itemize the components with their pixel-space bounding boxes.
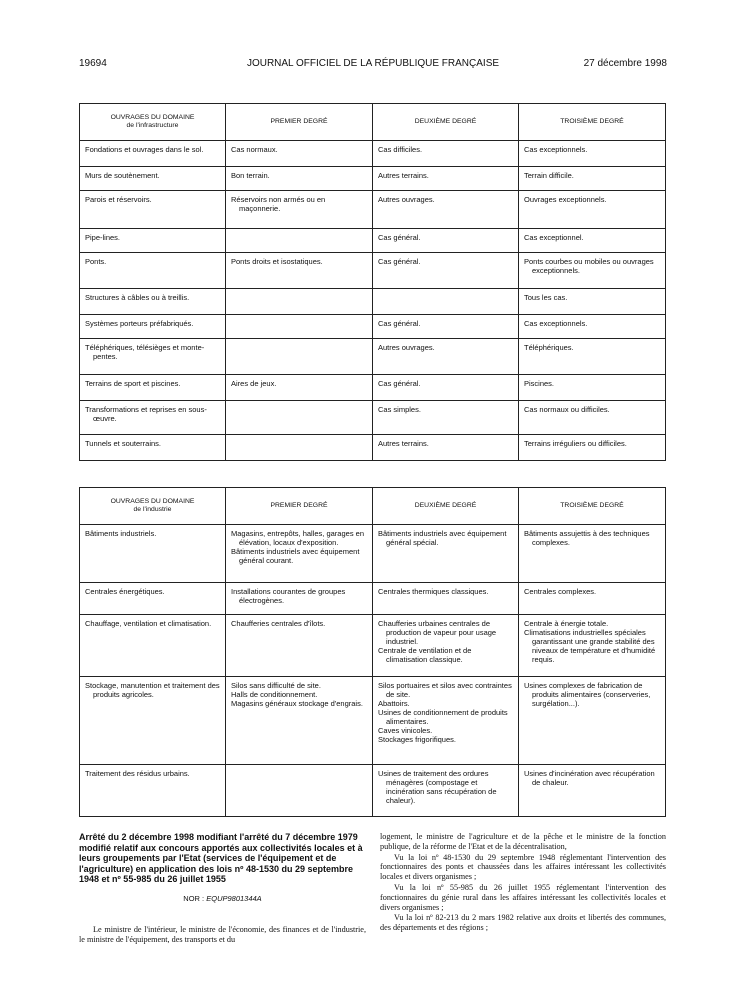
cell-text: Terrain difficile. xyxy=(524,171,574,180)
cell-text: Pipe-lines. xyxy=(85,233,121,242)
journal-title: JOURNAL OFFICIEL DE LA RÉPUBLIQUE FRANÇAISE xyxy=(246,58,500,69)
degree-cell xyxy=(519,765,666,817)
degree-cell xyxy=(373,167,519,191)
column-header-line: de l'infrastructure xyxy=(126,122,179,129)
column-header-line: DEUXIÈME DEGRÉ xyxy=(414,502,477,509)
cell-text: Magasins généraux stockage d'engrais. xyxy=(231,699,363,708)
column-header xyxy=(80,104,226,141)
cell-text: Structures à câbles ou à treillis. xyxy=(85,293,190,302)
cell-text: Bâtiments industriels avec équipement général spécial. xyxy=(378,529,507,547)
degree-cell xyxy=(519,375,666,401)
nor-label: NOR : xyxy=(183,893,205,903)
row-label-cell xyxy=(80,765,226,817)
degree-cell xyxy=(226,167,373,191)
table-row xyxy=(80,167,666,191)
cell-text: Autres ouvrages. xyxy=(378,343,435,352)
cell-text: Magasins, entrepôts, halles, garages en élévation, locaux d'exposition. xyxy=(231,529,364,547)
degree-cell xyxy=(519,289,666,315)
degree-cell xyxy=(519,583,666,615)
column-header-line: PREMIER DEGRÉ xyxy=(270,118,328,125)
cell-text: Ponts courbes ou mobiles ou ouvrages exceptionnels. xyxy=(524,257,654,275)
degree-cell xyxy=(226,615,373,677)
degree-cell xyxy=(373,401,519,435)
cell-text: Tunnels et souterrains. xyxy=(85,439,162,448)
cell-text: Usines complexes de fabrication de produits alimentaires (conserveries, surgélation...). xyxy=(524,681,651,708)
cell-text: Cas général. xyxy=(378,319,421,328)
cell-text: Usines d'incinération avec récupération de chaleur. xyxy=(524,769,655,787)
cell-text: Cas normaux. xyxy=(231,145,278,154)
degree-cell xyxy=(373,525,519,583)
cell-text: Cas normaux ou difficiles. xyxy=(524,405,610,414)
table-row xyxy=(80,765,666,817)
table-header-row xyxy=(80,488,666,525)
degree-cell xyxy=(226,677,373,765)
table-row xyxy=(80,615,666,677)
cell-text: Terrains irréguliers ou difficiles. xyxy=(524,439,627,448)
cell-text: Usines de conditionnement de produits alimentaires. xyxy=(378,708,508,726)
cell-text: Halls de conditionnement. xyxy=(231,690,318,699)
degree-cell xyxy=(373,253,519,289)
cell-text: Chaufferies urbaines centrales de production de vapeur pour usage industriel. xyxy=(378,619,497,646)
degree-cell xyxy=(519,191,666,229)
cell-text: Centrales thermiques classiques. xyxy=(378,587,489,596)
cell-text: Bâtiments industriels. xyxy=(85,529,157,538)
degree-cell xyxy=(373,339,519,375)
industry-table xyxy=(79,487,666,817)
degree-cell xyxy=(519,229,666,253)
cell-text: Transformations et reprises en sous-œuvre. xyxy=(85,405,207,423)
cell-text: Ouvrages exceptionnels. xyxy=(524,195,607,204)
degree-cell xyxy=(519,253,666,289)
cell-text: Abattoirs. xyxy=(378,699,410,708)
cell-text: Autres terrains. xyxy=(378,439,429,448)
column-header-line: TROISIÈME DEGRÉ xyxy=(560,118,624,125)
column-header-line: OUVRAGES DU DOMAINE xyxy=(110,498,195,505)
table-row xyxy=(80,315,666,339)
cell-text: Réservoirs non armés ou en maçonnerie. xyxy=(231,195,326,213)
degree-cell xyxy=(226,253,373,289)
page-number: 19694 xyxy=(79,58,107,69)
cell-text: Usines de traitement des ordures ménagères (compostage et incinération sans récupération de chaleur). xyxy=(378,769,497,805)
column-header-line: TROISIÈME DEGRÉ xyxy=(560,502,624,509)
cell-text: Autres terrains. xyxy=(378,171,429,180)
cell-text: Cas exceptionnels. xyxy=(524,145,588,154)
left-column xyxy=(79,832,366,946)
cell-text: Ponts droits et isostatiques. xyxy=(231,257,323,266)
degree-cell xyxy=(373,375,519,401)
degree-cell xyxy=(519,167,666,191)
table-row xyxy=(80,677,666,765)
cell-text: Cas général. xyxy=(378,257,421,266)
table-row xyxy=(80,375,666,401)
cell-text: Aires de jeux. xyxy=(231,379,277,388)
cell-text: Systèmes porteurs préfabriqués. xyxy=(85,319,194,328)
row-label-cell xyxy=(80,339,226,375)
cell-text: Bâtiments assujettis à des techniques complexes. xyxy=(524,529,650,547)
row-label-cell xyxy=(80,525,226,583)
degree-cell xyxy=(519,525,666,583)
degree-cell xyxy=(226,765,373,817)
degree-cell xyxy=(519,401,666,435)
row-label-cell xyxy=(80,435,226,461)
degree-cell xyxy=(226,229,373,253)
cell-text: Climatisations industrielles spéciales garantissant une grande stabilité des niveaux de température et d'humidité requis. xyxy=(524,628,656,664)
cell-text: Installations courantes de groupes électrogènes. xyxy=(231,587,346,605)
cell-text: Terrains de sport et piscines. xyxy=(85,379,181,388)
table-row xyxy=(80,141,666,167)
arrete-paragraph: Vu la loi nº 48-1530 du 29 septembre 1948 réglementant l'intervention des fonctionnaires des ponts et chaussées dans les affaires intéressant les collectivités locales et divers organismes ; xyxy=(380,852,666,882)
cell-text: Murs de soutènement. xyxy=(85,171,160,180)
degree-cell xyxy=(519,339,666,375)
right-column xyxy=(380,832,666,934)
row-label-cell xyxy=(80,315,226,339)
table-row xyxy=(80,401,666,435)
row-label-cell xyxy=(80,375,226,401)
cell-text: Stockage, manutention et traitement des produits agricoles. xyxy=(85,681,220,699)
table-row xyxy=(80,583,666,615)
column-header xyxy=(226,488,373,525)
arrete-title: Arrêté du 2 décembre 1998 modifiant l'arrêté du 7 décembre 1979 modifié relatif aux concours apportés aux collectivités locales et à leurs groupements par l'Etat (services de l'équipement et de l'agriculture) en application des lois nº 48-1530 du 29 septembre 1948 et nº 55-985 du 26 juillet 1955 xyxy=(79,832,363,884)
cell-text: Centrales énergétiques. xyxy=(85,587,165,596)
row-label-cell xyxy=(80,401,226,435)
degree-cell xyxy=(226,401,373,435)
cell-text: Fondations et ouvrages dans le sol. xyxy=(85,145,204,154)
cell-text: Caves vinicoles. xyxy=(378,726,433,735)
cell-text: Tous les cas. xyxy=(524,293,568,302)
cell-text: Stockages frigorifiques. xyxy=(378,735,456,744)
cell-text: Piscines. xyxy=(524,379,555,388)
cell-text: Chauffage, ventilation et climatisation. xyxy=(85,619,212,628)
cell-text: Cas général. xyxy=(378,379,421,388)
degree-cell xyxy=(373,677,519,765)
table-header-row xyxy=(80,104,666,141)
table-row xyxy=(80,435,666,461)
issue-date: 27 décembre 1998 xyxy=(583,58,667,69)
cell-text: Autres ouvrages. xyxy=(378,195,435,204)
nor-code: EQUP9801344A xyxy=(206,893,262,903)
column-header xyxy=(373,488,519,525)
cell-text: Téléphériques, télésièges et monte-pentes. xyxy=(85,343,205,361)
degree-cell xyxy=(519,435,666,461)
degree-cell xyxy=(373,615,519,677)
cell-text: Traitement des résidus urbains. xyxy=(85,769,190,778)
degree-cell xyxy=(519,315,666,339)
infrastructure-table xyxy=(79,103,666,461)
cell-text: Centrale de ventilation et de climatisation classique. xyxy=(378,646,472,664)
cell-text: Cas général. xyxy=(378,233,421,242)
column-header xyxy=(519,488,666,525)
row-label-cell xyxy=(80,141,226,167)
degree-cell xyxy=(373,765,519,817)
degree-cell xyxy=(373,315,519,339)
degree-cell xyxy=(226,315,373,339)
column-header-line: OUVRAGES DU DOMAINE xyxy=(110,114,195,121)
table-row xyxy=(80,339,666,375)
arrete-paragraph: logement, le ministre de l'agriculture et de la pêche et le ministre de la fonction publique, de la réforme de l'Etat et de la décentralisation, xyxy=(380,832,666,851)
cell-text: Cas exceptionnel. xyxy=(524,233,584,242)
cell-text: Ponts. xyxy=(85,257,107,266)
row-label-cell xyxy=(80,615,226,677)
table-row xyxy=(80,253,666,289)
degree-cell xyxy=(373,289,519,315)
degree-cell xyxy=(373,141,519,167)
column-header-line: de l'industrie xyxy=(133,506,172,513)
row-label-cell xyxy=(80,167,226,191)
degree-cell xyxy=(226,191,373,229)
degree-cell xyxy=(226,435,373,461)
column-header xyxy=(519,104,666,141)
cell-text: Silos portuaires et silos avec contraintes de site. xyxy=(378,681,512,699)
column-header-line: DEUXIÈME DEGRÉ xyxy=(414,118,477,125)
degree-cell xyxy=(519,677,666,765)
column-header xyxy=(80,488,226,525)
cell-text: Silos sans difficulté de site. xyxy=(231,681,321,690)
column-header xyxy=(373,104,519,141)
cell-text: Cas simples. xyxy=(378,405,421,414)
degree-cell xyxy=(519,141,666,167)
table-row xyxy=(80,191,666,229)
row-label-cell xyxy=(80,583,226,615)
degree-cell xyxy=(373,229,519,253)
table-row xyxy=(80,229,666,253)
degree-cell xyxy=(226,289,373,315)
arrete-opening-paragraph: Le ministre de l'intérieur, le ministre de l'économie, des finances et de l'industrie, le ministre de l'équipement, des transports et du xyxy=(79,925,366,945)
row-label-cell xyxy=(80,229,226,253)
column-header-line: PREMIER DEGRÉ xyxy=(270,502,328,509)
arrete-paragraph: Vu la loi nº 55-985 du 26 juillet 1955 réglementant l'intervention des fonctionnaires du génie rural dans les affaires intéressant les collectivités locales et divers organismes ; xyxy=(380,882,666,912)
row-label-cell xyxy=(80,191,226,229)
cell-text: Centrale à énergie totale. xyxy=(524,619,609,628)
nor-reference xyxy=(79,894,366,904)
cell-text: Téléphériques. xyxy=(524,343,574,352)
cell-text: Bâtiments industriels avec équipement général courant. xyxy=(231,547,360,565)
table-row xyxy=(80,525,666,583)
cell-text: Chaufferies centrales d'îlots. xyxy=(231,619,326,628)
degree-cell xyxy=(373,435,519,461)
cell-text: Bon terrain. xyxy=(231,171,270,180)
page-header xyxy=(79,58,667,72)
row-label-cell xyxy=(80,253,226,289)
row-label-cell xyxy=(80,677,226,765)
cell-text: Parois et réservoirs. xyxy=(85,195,152,204)
column-header xyxy=(226,104,373,141)
degree-cell xyxy=(519,615,666,677)
table-row xyxy=(80,289,666,315)
degree-cell xyxy=(373,191,519,229)
degree-cell xyxy=(226,525,373,583)
arrete-paragraph: Vu la loi nº 82-213 du 2 mars 1982 relative aux droits et libertés des communes, des départements et des régions ; xyxy=(380,913,666,933)
degree-cell xyxy=(226,375,373,401)
cell-text: Centrales complexes. xyxy=(524,587,597,596)
degree-cell xyxy=(373,583,519,615)
degree-cell xyxy=(226,141,373,167)
cell-text: Cas difficiles. xyxy=(378,145,423,154)
row-label-cell xyxy=(80,289,226,315)
cell-text: Cas exceptionnels. xyxy=(524,319,588,328)
degree-cell xyxy=(226,339,373,375)
degree-cell xyxy=(226,583,373,615)
